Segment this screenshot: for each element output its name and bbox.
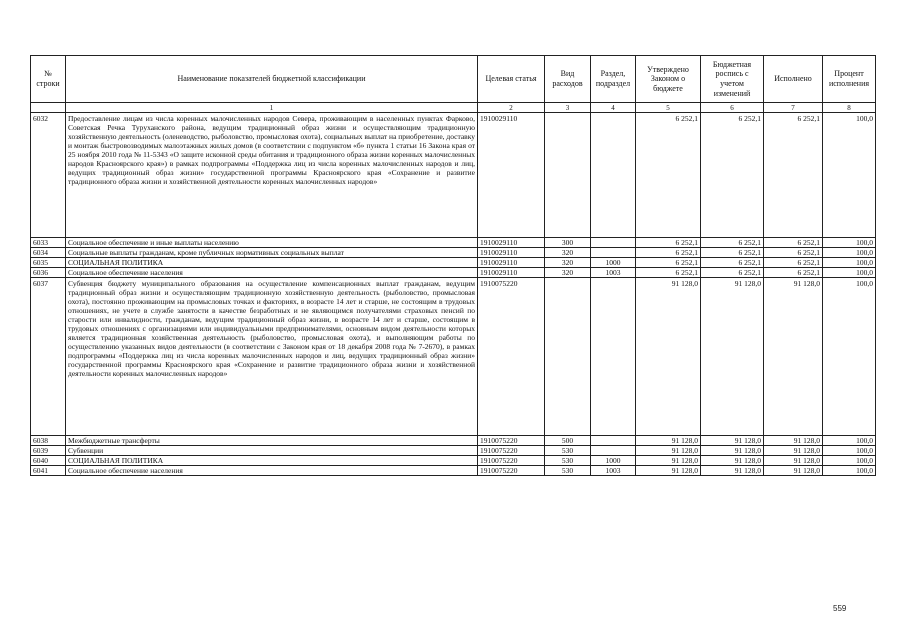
page-number: 559 [833, 604, 847, 613]
row-expense-type: 300 [545, 238, 591, 248]
row-number: 6037 [31, 278, 66, 436]
row-percent: 100,0 [823, 113, 876, 238]
row-expense-type: 320 [545, 258, 591, 268]
table-row [31, 248, 876, 258]
row-percent: 100,0 [823, 268, 876, 278]
table-row [31, 278, 876, 436]
row-budget-list: 6 252,1 [701, 113, 764, 238]
row-number: 6040 [31, 456, 66, 466]
row-percent: 100,0 [823, 466, 876, 476]
table-row [31, 268, 876, 278]
row-target: 1910075220 [478, 446, 545, 456]
row-approved: 91 128,0 [636, 466, 701, 476]
row-approved: 6 252,1 [636, 113, 701, 238]
row-executed: 6 252,1 [764, 238, 823, 248]
row-percent: 100,0 [823, 446, 876, 456]
header-row [31, 56, 876, 103]
row-executed: 91 128,0 [764, 436, 823, 446]
row-target: 1910075220 [478, 278, 545, 436]
row-percent: 100,0 [823, 258, 876, 268]
table-row [31, 436, 876, 446]
column-number: 5 [636, 103, 701, 113]
row-budget-list: 91 128,0 [701, 278, 764, 436]
row-name: СОЦИАЛЬНАЯ ПОЛИТИКА [66, 258, 478, 268]
header-executed: Исполнено [764, 56, 823, 103]
header-percent: Процент исполнения [823, 56, 876, 103]
row-number: 6036 [31, 268, 66, 278]
row-target: 1910075220 [478, 456, 545, 466]
row-name: Предоставление лицам из числа коренных малочисленных народов Севера, проживающим в населенных пунктах Фарково, Советская Речка Туруханского района, ведущим традиционный образ жизни и осуществляющим традиционную хозяйственную деятельность (оленеводство, рыболовство, промысловая охота), социальных выплат на приобретение, доставку и монтаж быстровозводимых малоэтажных жилых домов (в соответствии с подпунктом «б» пункта 1 статьи 16 Закона края от 25 ноября 2010 года № 11-5343 «О защите исконной среды обитания и традиционного образа жизни коренных малочисленных народов Красноярского края») в рамках подпрограммы «Поддержка лиц из числа коренных малочисленных народов и лиц, ведущих традиционный образ жизни» государственной программы Красноярского края «Сохранение и развитие традиционного образа жизни и хозяйственной деятельности коренных малочисленных народов» [66, 113, 478, 238]
row-executed: 91 128,0 [764, 466, 823, 476]
row-budget-list: 91 128,0 [701, 446, 764, 456]
row-approved: 91 128,0 [636, 456, 701, 466]
row-number: 6033 [31, 238, 66, 248]
row-expense-type [545, 113, 591, 238]
row-target: 1910075220 [478, 436, 545, 446]
column-number: 2 [478, 103, 545, 113]
column-number: 6 [701, 103, 764, 113]
row-name: Субвенции [66, 446, 478, 456]
row-executed: 6 252,1 [764, 258, 823, 268]
row-executed: 91 128,0 [764, 446, 823, 456]
row-expense-type: 320 [545, 248, 591, 258]
header-expense-type: Вид расходов [545, 56, 591, 103]
row-percent: 100,0 [823, 456, 876, 466]
table-row [31, 238, 876, 248]
row-executed: 91 128,0 [764, 456, 823, 466]
row-approved: 6 252,1 [636, 258, 701, 268]
column-number-row [31, 103, 876, 113]
header-name: Наименование показателей бюджетной классификации [66, 56, 478, 103]
row-budget-list: 91 128,0 [701, 456, 764, 466]
row-name: Субвенция бюджету муниципального образования на осуществление компенсационных выплат гражданам, ведущим традиционный образ жизни и осуществляющим традиционную хозяйственную деятельность (рыболовство, промысловая охота), постоянно проживающим на промысловых точках и факториях, в возрасте 14 лет и старше, не состоящим в трудовых отношениях, не учете в службе занятости в качестве безработных и не являющимся получателями страховых пенсий по старости или инвалидности, гражданам, ведущим традиционный образ жизни, в возрасте 14 лет и старше, состоящим в трудовых отношениях с организациями или индивидуальными предпринимателями, основным видом деятельности которых является традиционная хозяйственная деятельность (рыболовство, промысловая охота), и выполняющим работы по осуществлению указанных видов деятельности (в соответствии с Законом края от 18 декабря 2008 года № 7-2670), в рамках подпрограммы «Поддержка лиц из числа коренных малочисленных народов и лиц, ведущих традиционный образ жизни» государственной программы Красноярского края «Сохранение и развитие традиционного образа жизни и хозяйственной деятельности коренных малочисленных народов» [66, 278, 478, 436]
row-approved: 91 128,0 [636, 436, 701, 446]
column-number-blank [31, 103, 66, 113]
header-target: Целевая статья [478, 56, 545, 103]
column-number: 3 [545, 103, 591, 113]
row-budget-list: 91 128,0 [701, 436, 764, 446]
row-approved: 6 252,1 [636, 238, 701, 248]
row-budget-list: 91 128,0 [701, 466, 764, 476]
header-section: Раздел, подраздел [591, 56, 636, 103]
column-number: 1 [66, 103, 478, 113]
row-expense-type: 500 [545, 436, 591, 446]
row-executed: 91 128,0 [764, 278, 823, 436]
row-approved: 6 252,1 [636, 248, 701, 258]
row-name: Социальное обеспечение населения [66, 466, 478, 476]
row-target: 1910029110 [478, 268, 545, 278]
row-target: 1910029110 [478, 258, 545, 268]
row-section [591, 278, 636, 436]
column-number: 7 [764, 103, 823, 113]
row-target: 1910029110 [478, 113, 545, 238]
row-section [591, 238, 636, 248]
row-number: 6034 [31, 248, 66, 258]
row-section: 1000 [591, 456, 636, 466]
header-row-no: № строки [31, 56, 66, 103]
column-number: 8 [823, 103, 876, 113]
row-section [591, 436, 636, 446]
row-expense-type: 530 [545, 446, 591, 456]
row-name: Межбюджетные трансферты [66, 436, 478, 446]
table-row [31, 446, 876, 456]
row-approved: 91 128,0 [636, 446, 701, 456]
row-name: Социальные выплаты гражданам, кроме публичных нормативных социальных выплат [66, 248, 478, 258]
row-expense-type: 530 [545, 456, 591, 466]
budget-table [30, 55, 876, 476]
row-executed: 6 252,1 [764, 113, 823, 238]
row-number: 6038 [31, 436, 66, 446]
row-section: 1003 [591, 466, 636, 476]
row-section [591, 248, 636, 258]
row-percent: 100,0 [823, 436, 876, 446]
row-target: 1910075220 [478, 466, 545, 476]
row-expense-type [545, 278, 591, 436]
row-expense-type: 320 [545, 268, 591, 278]
row-budget-list: 6 252,1 [701, 268, 764, 278]
row-name: Социальное обеспечение и иные выплаты населению [66, 238, 478, 248]
table-row [31, 258, 876, 268]
table-row [31, 113, 876, 238]
row-number: 6041 [31, 466, 66, 476]
table-row [31, 456, 876, 466]
row-percent: 100,0 [823, 238, 876, 248]
row-name: Социальное обеспечение населения [66, 268, 478, 278]
row-target: 1910029110 [478, 248, 545, 258]
row-section [591, 446, 636, 456]
row-budget-list: 6 252,1 [701, 248, 764, 258]
row-budget-list: 6 252,1 [701, 258, 764, 268]
row-executed: 6 252,1 [764, 268, 823, 278]
row-percent: 100,0 [823, 248, 876, 258]
row-executed: 6 252,1 [764, 248, 823, 258]
table-row [31, 466, 876, 476]
row-number: 6039 [31, 446, 66, 456]
row-section [591, 113, 636, 238]
column-number: 4 [591, 103, 636, 113]
header-budget-list: Бюджетная роспись с учетом изменений [701, 56, 764, 103]
row-budget-list: 6 252,1 [701, 238, 764, 248]
row-approved: 91 128,0 [636, 278, 701, 436]
header-approved: Утверждено Законом о бюджете [636, 56, 701, 103]
row-target: 1910029110 [478, 238, 545, 248]
row-number: 6032 [31, 113, 66, 238]
row-section: 1003 [591, 268, 636, 278]
row-section: 1000 [591, 258, 636, 268]
row-approved: 6 252,1 [636, 268, 701, 278]
row-number: 6035 [31, 258, 66, 268]
row-name: СОЦИАЛЬНАЯ ПОЛИТИКА [66, 456, 478, 466]
row-expense-type: 530 [545, 466, 591, 476]
row-percent: 100,0 [823, 278, 876, 436]
